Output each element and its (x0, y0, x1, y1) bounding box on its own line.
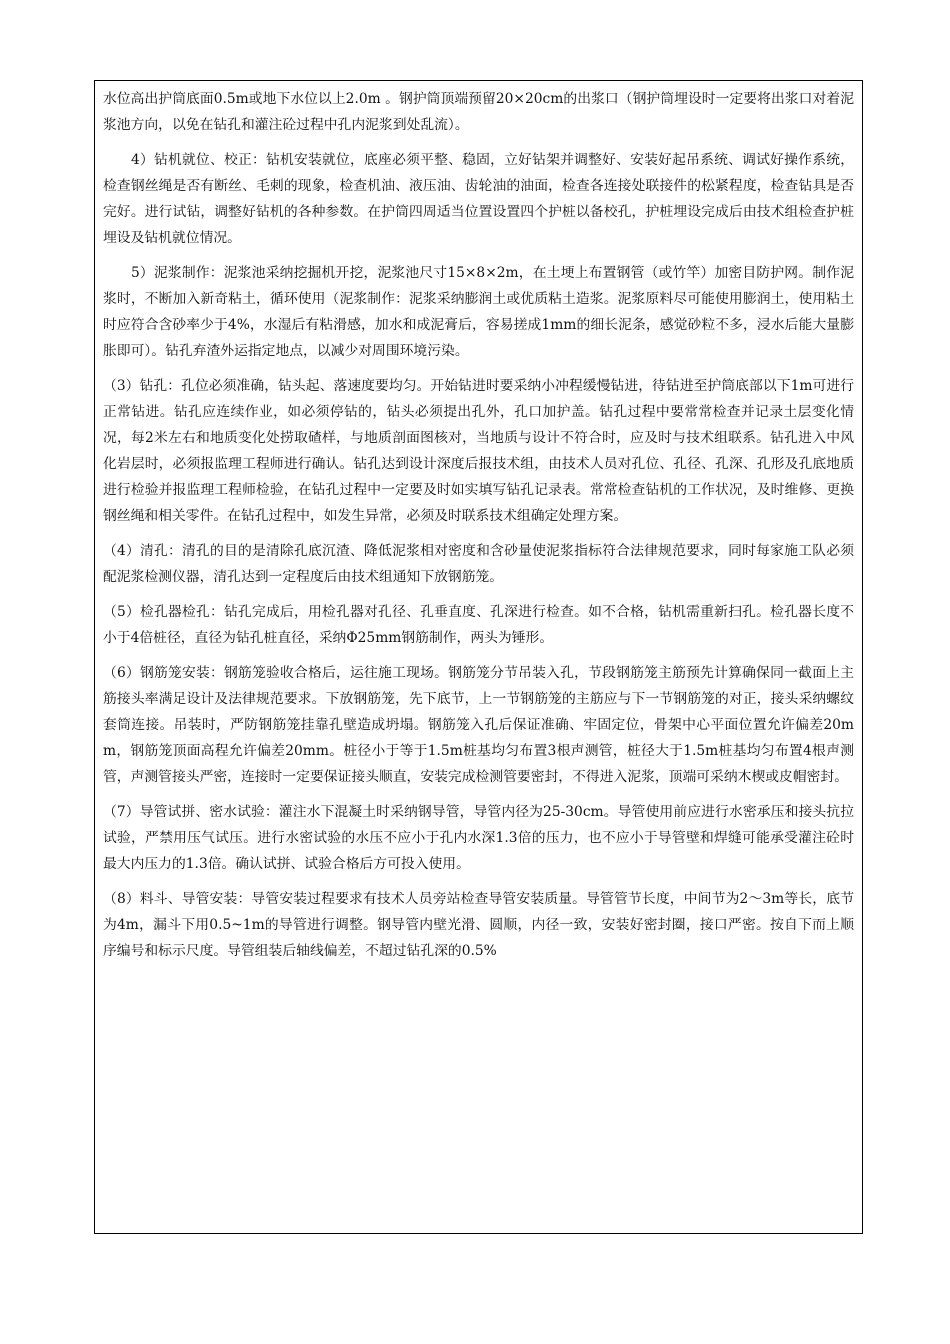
paragraph-hopper-conduit-installation: （8）料斗、导管安装：导管安装过程要求有技术人员旁站检查导管安装质量。导管管节长度，中间节为2～3m等长，底节为4m，漏斗下用0.5~1m的导管进行调整。钢导管内壁光滑、圆顺，内径一致，安装好密封圈，接口严密。按自下而上顺序编号和标示尺度。导管组装后轴线偏差，不超过钻孔深的0.5% (103, 891, 854, 959)
paragraph-conduit-water-test: （7）导管试拼、密水试验：灌注水下混凝土时采纳钢导管，导管内径为25-30cm。导管使用前应进行水密承压和接头抗拉试验，严禁用压气试压。进行水密试验的水压不应小于孔内水深1.3倍的压力，也不应小于导管壁和焊缝可能承受灌注砼时最大内压力的1.3倍。确认试拼、试验合格后方可投入使用。 (103, 804, 854, 872)
paragraph-drilling: （3）钻孔：孔位必须准确，钻头起、落速度要均匀。开始钻进时要采纳小冲程缓慢钻进，待钻进至护筒底部以下1m可进行正常钻进。钻孔应连续作业，如必须停钻的，钻头必须提出孔外，孔口加护盖。钻孔过程中要常常检查并记录土层变化情况，每2米左右和地质变化处捞取碴样，与地质剖面图核对，当地质与设计不符合时，应及时与技术组联系。钻孔进入中风化岩层时，必须报监理工程师进行确认。钻孔达到设计深度后报技术组，由技术人员对孔位、孔径、孔深、孔形及孔底地质进行检验并报监理工程师检验，在钻孔过程中一定要及时如实填写钻孔记录表。常常检查钻机的工作状况，及时维修、更换钢丝绳和相关零件。在钻孔过程中，如发生异常，必须及时联系技术组确定处理方案。 (103, 378, 854, 524)
document-page (94, 80, 863, 1234)
paragraph-casing-water-level: 水位高出护筒底面0.5m或地下水位以上2.0m 。钢护筒顶端预留20×20cm的出浆口（钢护筒埋设时一定要将出浆口对着泥浆池方向，以免在钻孔和灌注砼过程中孔内泥浆到处乱流）。 (103, 91, 854, 133)
paragraph-hole-inspection: （5）检孔器检孔：钻孔完成后，用检孔器对孔径、孔垂直度、孔深进行检查。如不合格，钻机需重新扫孔。检孔器长度不小于4倍桩径，直径为钻孔桩直径，采纳Φ25mm钢筋制作，两头为锤形。 (103, 604, 854, 646)
paragraph-hole-cleaning: （4）清孔：清孔的目的是清除孔底沉渣、降低泥浆相对密度和含砂量使泥浆指标符合法律规范要求，同时每家施工队必须配泥浆检测仪器，清孔达到一定程度后由技术组通知下放钢筋笼。 (103, 543, 854, 585)
paragraph-rebar-cage-installation: （6）钢筋笼安装：钢筋笼验收合格后，运往施工现场。钢筋笼分节吊装入孔，节段钢筋笼主筋预先计算确保同一截面上主筋接头率满足设计及法律规范要求。下放钢筋笼，先下底节，上一节钢筋笼的主筋应与下一节钢筋笼的对正，接头采纳螺纹套筒连接。吊装时，严防钢筋笼挂靠孔壁造成坍塌。钢筋笼入孔后保证准确、牢固定位，骨架中心平面位置允许偏差20mm，钢筋笼顶面高程允许偏差20mm。桩径小于等于1.5m桩基均匀布置3根声测管，桩径大于1.5m桩基均匀布置4根声测管，声测管接头严密，连接时一定要保证接头顺直，安装完成检测管要密封，不得进入泥浆，顶端可采纳木楔或皮帽密封。 (103, 665, 854, 785)
paragraph-drill-positioning: 4）钻机就位、校正：钻机安装就位，底座必须平整、稳固，立好钻架并调整好、安装好起吊系统、调试好操作系统，检查钢丝绳是否有断丝、毛刺的现象，检查机油、液压油、齿轮油的油面，检查各连接处联接件的松紧程度，检查钻具是否完好。进行试钻，调整好钻机的各种参数。在护筒四周适当位置设置四个护桩以备校孔，护桩埋设完成后由技术组检查护桩埋设及钻机就位情况。 (103, 152, 854, 246)
paragraph-mud-preparation: 5）泥浆制作：泥浆池采纳挖掘机开挖，泥浆池尺寸15×8×2m，在土埂上布置钢管（或竹竿）加密目防护网。制作泥浆时，不断加入新奇粘土，循环使用（泥浆制作：泥浆采纳膨润土或优质粘土造浆。泥浆原料尽可能使用膨润土，使用粘土时应符合含砂率少于4%，水湿后有粘滑感，加水和成泥膏后，容易搓成1mm的细长泥条，感觉砂粒不多，浸水后能大量膨胀即可）。钻孔弃渣外运指定地点，以减少对周围环境污染。 (103, 265, 854, 359)
